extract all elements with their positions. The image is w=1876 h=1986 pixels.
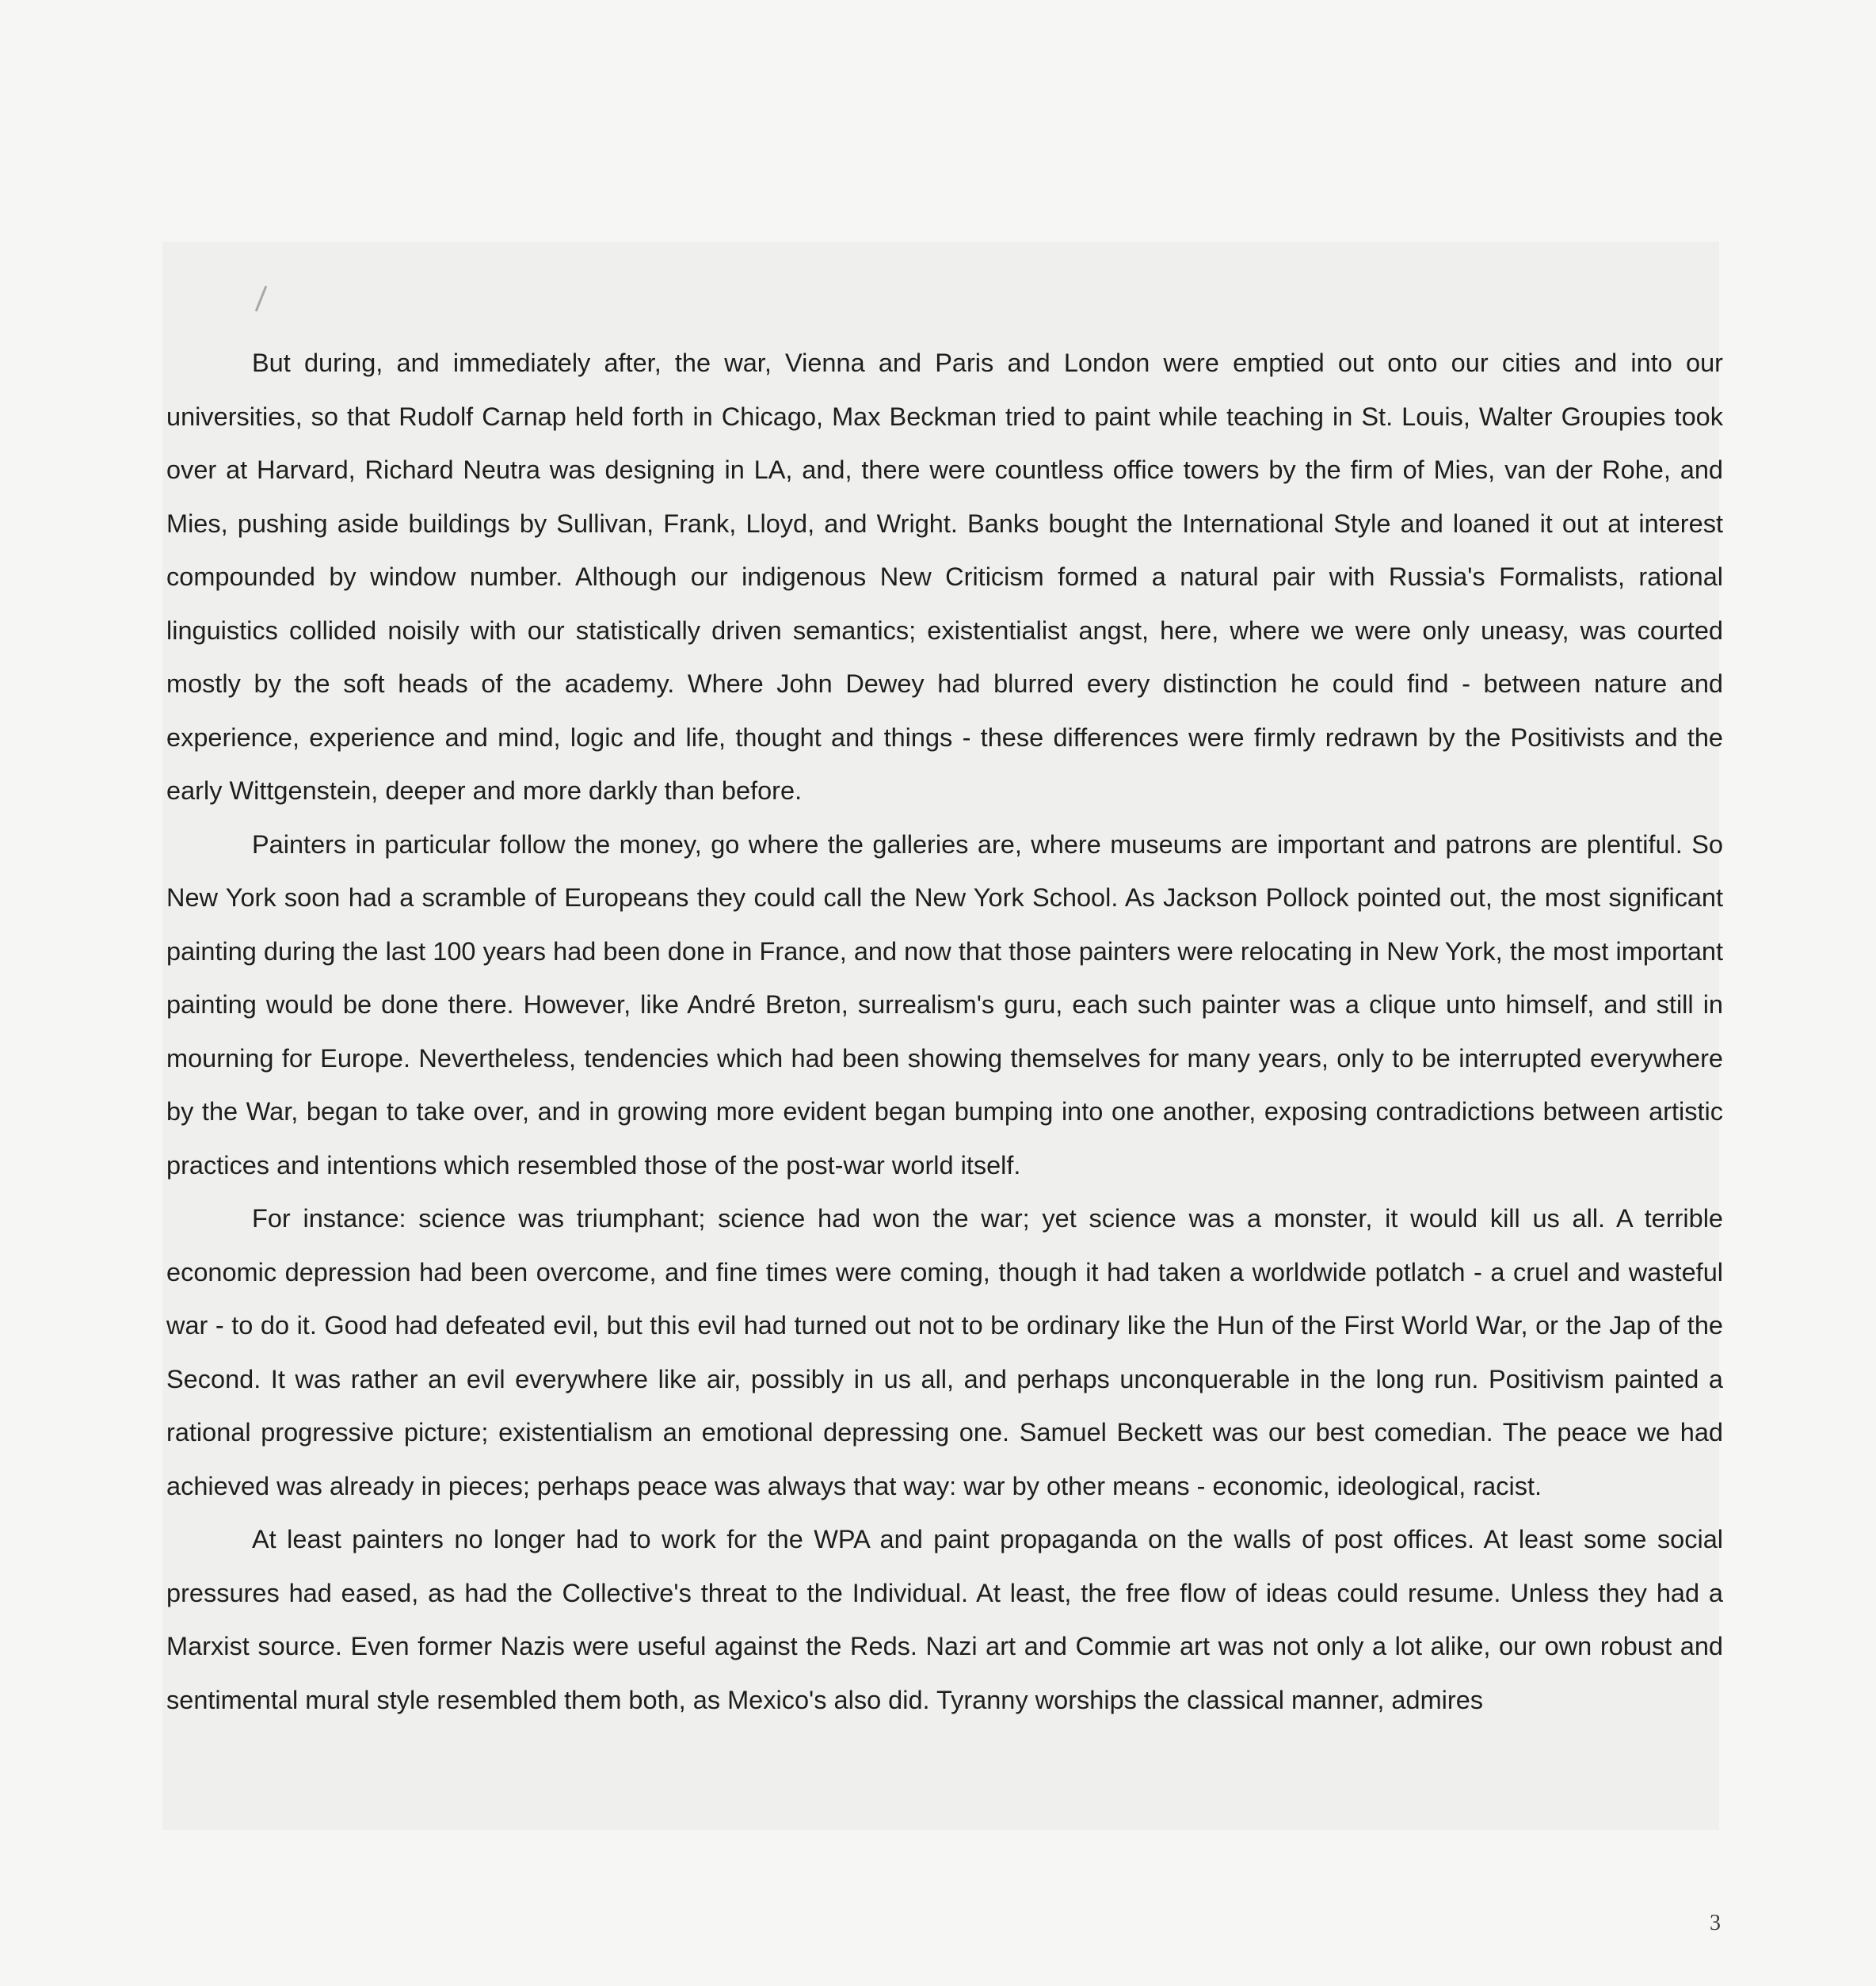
paragraph: For instance: science was triumphant; science had won the war; yet science was a monster, it would kill us all. A terrible economic depression had been overcome, and fine times were coming, though it had taken a worldwide potlatch - a cruel and wasteful war - to do it. Good had defeated evil, but this evil had turned out not to be ordinary like the Hun of the First World War, or the Jap of the Second. It was rather an evil everywhere like air, possibly in us all, and perhaps unconquerable in the long run. Positivism painted a rational progressive picture; existentialism an emotional depressing one. Samuel Beckett was our best comedian. The peace we had achieved was already in pieces; perhaps peace was always that way: war by other means - economic, ideological, racist. — [166, 1204, 1723, 1500]
paragraph: Painters in particular follow the money, go where the galleries are, where museums are important and patrons are plentiful. So New York soon had a scramble of Europeans they could call the New York School. As Jackson Pollock pointed out, the most significant painting during the last 100 years had been done in France, and now that those painters were relocating in New York, the most important painting would be done there. However, like André Breton, surrealism's guru, each such painter was a clique unto himself, and still in mourning for Europe. Nevertheless, tendencies which had been showing themselves for many years, only to be interrupted everywhere by the War, began to take over, and in growing more evident began bumping into one another, exposing contradictions between artistic practices and intentions which resembled those of the post-war world itself. — [166, 829, 1723, 1180]
paragraph: At least painters no longer had to work for the WPA and paint propaganda on the walls of post offices. At least some social pressures had eased, as had the Collective's threat to the Individual. At least, the free flow of ideas could resume. Unless they had a Marxist source. Even former Nazis were useful against the Reds. Nazi art and Commie art was not only a lot alike, our own robust and sentimental mural style resembled them both, as Mexico's also did. Tyranny worships the classical manner, admires — [166, 1525, 1723, 1714]
body-text — [166, 337, 1723, 1727]
paragraph: But during, and immediately after, the war, Vienna and Paris and London were emptied out onto our cities and into our universities, so that Rudolf Carnap held forth in Chicago, Max Beckman tried to paint while teaching in St. Louis, Walter Groupies took over at Harvard, Richard Neutra was designing in LA, and, there were countless office towers by the firm of Mies, van der Rohe, and Mies, pushing aside buildings by Sullivan, Frank, Lloyd, and Wright. Banks bought the International Style and loaned it out at interest compounded by window number. Although our indigenous New Criticism formed a natural pair with Russia's Formalists, rational linguistics collided noisily with our statistically driven semantics; existentialist angst, here, where we were only uneasy, was courted mostly by the soft heads of the academy. Where John Dewey had blurred every distinction he could find - between nature and experience, experience and mind, logic and life, thought and things - these differences were firmly redrawn by the Positivists and the early Wittgenstein, deeper and more darkly than before. — [166, 349, 1723, 805]
page-number: 3 — [1710, 1911, 1721, 1935]
